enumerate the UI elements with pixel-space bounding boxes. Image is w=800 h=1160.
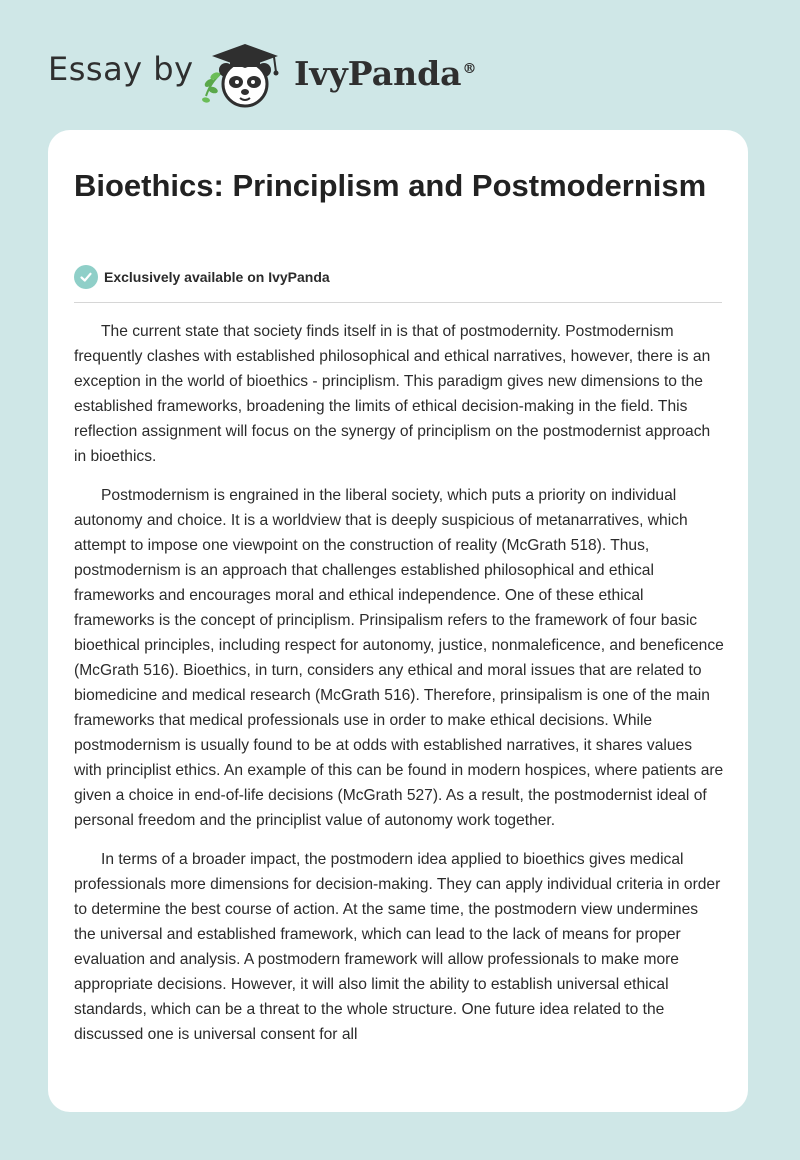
divider bbox=[74, 302, 722, 303]
essay-paragraph-1: The current state that society finds itself in is that of postmodernity. Postmodernism frequently clashes with established philosophical and ethical narratives, however, there is an exception in the world of bioethics - principlism. This paradigm gives new dimensions to the established frameworks, broadening the limits of ethical decision-making in the field. This reflection assignment will focus on the synergy of principlism on the postmodernist approach in bioethics. bbox=[74, 323, 711, 465]
ivypanda-logo[interactable] bbox=[200, 38, 290, 110]
essay-card bbox=[48, 130, 748, 1112]
essay-paragraph-2: Postmodernism is engrained in the liberal society, which puts a priority on individual autonomy and choice. It is a worldview that is deeply suspicious of metanarratives, which attempt to impose one viewpoint on the construction of reality (McGrath 518). Thus, postmodernism is an approach that challenges established philosophical and ethical frameworks and encourages moral and ethical independence. One of these ethical frameworks is the concept of principlism. Prinsipalism refers to the framework of four basic bioethical principles, including respect for autonomy, justice, nonmaleficence, and beneficence (McGrath 516). Bioethics, in turn, considers any ethical and moral issues that are related to biomedicine and medical research (McGrath 516). Therefore, prinsipalism is one of the main frameworks that medical professionals use in order to make ethical decisions. While postmodernism is usually found to be at odds with established narratives, it shares values with principlist ethics. An example of this can be found in modern hospices, where patients are given a choice in end-of-life decisions (McGrath 527). As a result, the postmodernist ideal of personal freedom and the principlist value of autonomy work together. bbox=[74, 487, 724, 829]
essay-paragraph-3: In terms of a broader impact, the postmodern idea applied to bioethics gives medical professionals more dimensions for decision-making. They can apply individual criteria in order to determine the best course of action. At the same time, the postmodern view undermines the universal and established framework, which can lead to the lack of means for proper evaluation and analysis. A postmodern framework will allow professionals to make more appropriate decisions. However, it will also limit the ability to establish universal ethical standards, which can be a threat to the whole structure. One future idea related to the discussed one is universal consent for all bbox=[74, 851, 721, 1043]
essay-title: Bioethics: Principlism and Postmodernism bbox=[74, 168, 707, 203]
panda-graduation-cap-icon bbox=[200, 38, 290, 110]
exclusive-badge bbox=[74, 264, 330, 290]
essay-by-label: Essay by bbox=[48, 50, 194, 88]
site-header bbox=[0, 0, 800, 130]
brand-label: IvyPanda bbox=[294, 54, 462, 93]
essay-body bbox=[74, 319, 724, 1061]
checkmark-icon bbox=[74, 265, 98, 289]
registered-mark: ® bbox=[462, 61, 477, 77]
brand-name[interactable] bbox=[294, 54, 477, 93]
exclusive-badge-label: Exclusively available on IvyPanda bbox=[104, 269, 330, 285]
